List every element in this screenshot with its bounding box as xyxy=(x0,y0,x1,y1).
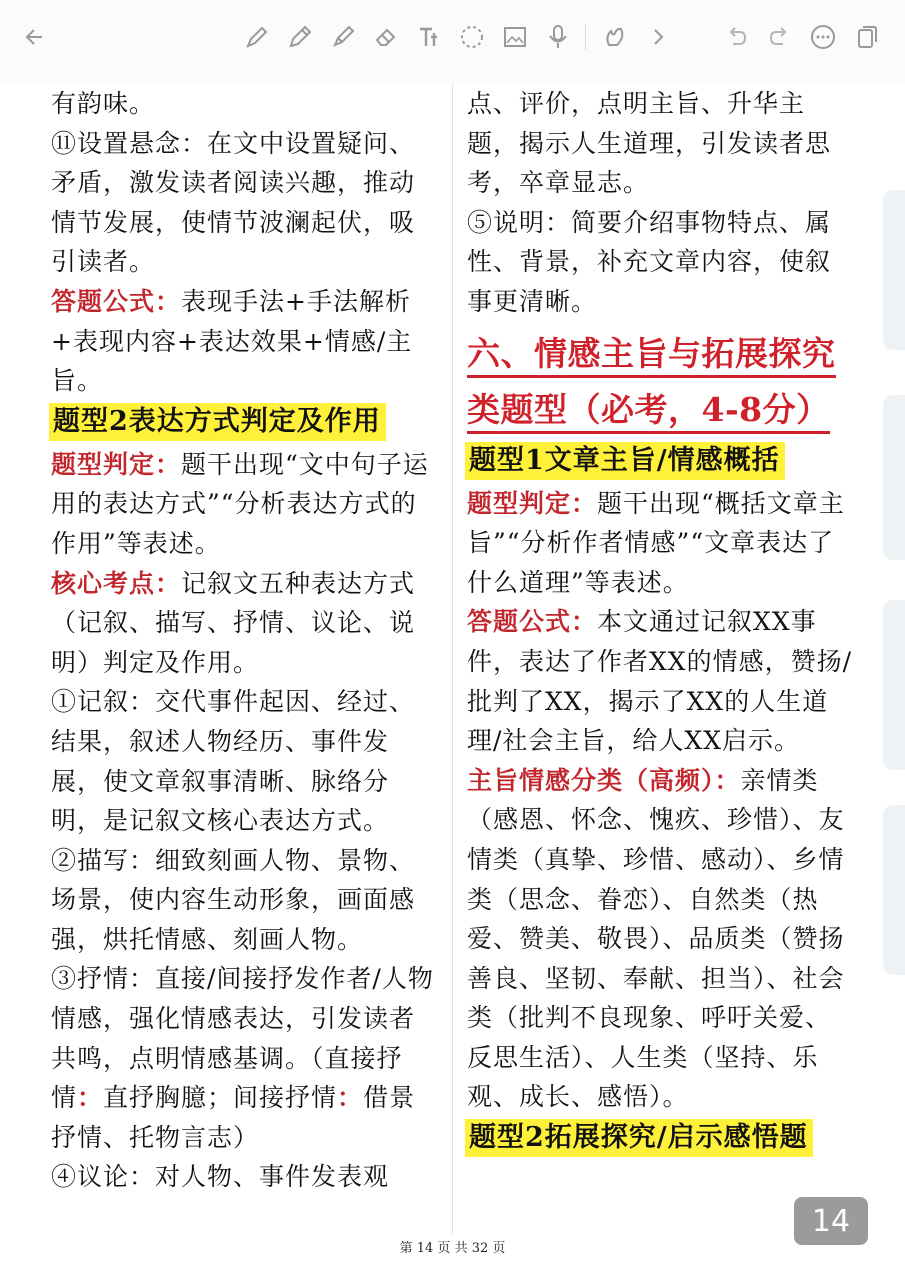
labeled-paragraph xyxy=(51,445,439,564)
left-column xyxy=(51,84,439,1197)
section-title xyxy=(467,326,855,382)
lasso-icon[interactable] xyxy=(455,20,489,54)
microphone-icon[interactable] xyxy=(541,20,575,54)
paragraph: ⑤说明：简要介绍事物特点、属性、背景，补充文章内容，使叙事更清晰。 xyxy=(467,207,832,316)
paragraph: ⑪设置悬念：在文中设置疑问、矛盾，激发读者阅读兴趣，推动情节发展，使情节波澜起伏，吸引读者。 xyxy=(51,128,416,277)
answer-label: 主旨情感分类（高频）： xyxy=(467,765,741,795)
eraser-icon[interactable] xyxy=(369,20,403,54)
paragraph: ④议论：对人物、事件发表观 xyxy=(51,1162,390,1192)
labeled-paragraph xyxy=(467,602,855,760)
paragraph: 点、评价，点明主旨、升华主题，揭示人生道理，引发读者思考，卒章显志。 xyxy=(467,89,832,198)
paragraph-text: ③抒情：直接/间接抒发作者/人物情感，强化情感表达，引发读者共鸣，点明情感基调。（直接抒情 xyxy=(51,964,434,1113)
question-type-heading xyxy=(51,401,439,445)
paragraph xyxy=(51,959,439,1157)
highlighted-heading: 题型1文章主旨/情感概括 xyxy=(465,442,785,480)
side-tab[interactable] xyxy=(883,395,905,560)
red-colon: ： xyxy=(337,1083,364,1113)
back-arrow-icon[interactable] xyxy=(18,20,52,54)
paragraph-text: 本文通过记叙XX事件，表达了作者XX的情感，赞扬/批判了XX，揭示了XX的人生道理/社会主旨，给人XX启示。 xyxy=(467,607,853,756)
labeled-paragraph xyxy=(51,282,439,401)
pencil-icon[interactable] xyxy=(283,20,317,54)
more-icon[interactable] xyxy=(806,20,840,54)
text-icon[interactable] xyxy=(412,20,446,54)
section-title xyxy=(467,382,855,438)
labeled-paragraph xyxy=(467,484,855,603)
answer-label: 题型判定： xyxy=(51,449,182,479)
section-title-line: 六、情感主旨与拓展探究 xyxy=(467,334,836,378)
page-footer: 第 14 页 共 32 页 xyxy=(399,1241,506,1256)
redo-icon[interactable] xyxy=(762,20,796,54)
section-title-line: 类题型（必考，4-8分） xyxy=(467,390,830,434)
paragraph: ②描写：细致刻画人物、景物、场景，使内容生动形象，画面感强，烘托情感、刻画人物。 xyxy=(51,845,416,954)
side-tab[interactable] xyxy=(883,190,905,350)
paragraph: ①记叙：交代事件起因、经过、结果，叙述人物经历、事件发展，使文章叙事清晰、脉络分明，是记叙文核心表达方式。 xyxy=(51,687,416,836)
question-type-heading xyxy=(467,440,855,484)
answer-label: 题型判定： xyxy=(467,488,598,518)
paragraph-text: 表现手法+手法解析+表现内容+表达效果+情感/主旨。 xyxy=(51,286,413,396)
paragraph-text: 直抒胸臆；间接抒情 xyxy=(103,1083,338,1113)
image-icon[interactable] xyxy=(498,20,532,54)
paragraph-text: 题干出现“文中句子运用的表达方式”“分析表达方式的作用”等表述。 xyxy=(51,449,429,558)
paragraph-text: 亲情类（感恩、怀念、愧疚、珍惜）、友情类（真挚、珍惜、感动）、乡情类（思念、眷恋）、自然类（热爱、赞美、敬畏）、品质类（赞扬善良、坚韧、奉献、担当）、社会类（批判不良现象、呼吁关爱、反思生活）、人生类（坚持、乐观、成长、感悟）。 xyxy=(467,765,845,1112)
answer-label: 答题公式： xyxy=(467,607,598,637)
chevron-right-icon[interactable] xyxy=(641,20,675,54)
red-colon: ： xyxy=(77,1083,104,1113)
gesture-icon[interactable] xyxy=(598,20,632,54)
labeled-paragraph xyxy=(467,761,855,1117)
page-number-badge: 14 xyxy=(794,1197,868,1245)
highlighted-heading: 题型2拓展探究/启示感悟题 xyxy=(465,1119,813,1157)
undo-icon[interactable] xyxy=(720,20,754,54)
answer-label: 核心考点： xyxy=(51,568,182,598)
question-type-heading xyxy=(467,1117,855,1161)
pages-icon[interactable] xyxy=(850,20,884,54)
side-tab[interactable] xyxy=(883,600,905,770)
column-divider xyxy=(452,84,453,1234)
highlighted-heading: 题型2表达方式判定及作用 xyxy=(49,403,386,441)
annotation-toolbar xyxy=(0,0,905,82)
paragraph: 有韵味。 xyxy=(51,89,156,118)
right-column xyxy=(467,84,855,1161)
side-tab[interactable] xyxy=(883,805,905,975)
toolbar-divider xyxy=(585,24,586,50)
pen-icon[interactable] xyxy=(240,20,274,54)
highlighter-icon[interactable] xyxy=(326,20,360,54)
paragraph-text: 题干出现“概括文章主旨”“分析作者情感”“文章表达了什么道理”等表述。 xyxy=(467,488,845,597)
paragraph-text: 借景抒情、托物言志） xyxy=(51,1083,416,1152)
labeled-paragraph xyxy=(51,564,439,683)
paragraph-text: 记叙文五种表达方式（记叙、描写、抒情、议论、说明）判定及作用。 xyxy=(51,568,416,677)
answer-label: 答题公式： xyxy=(51,286,182,316)
